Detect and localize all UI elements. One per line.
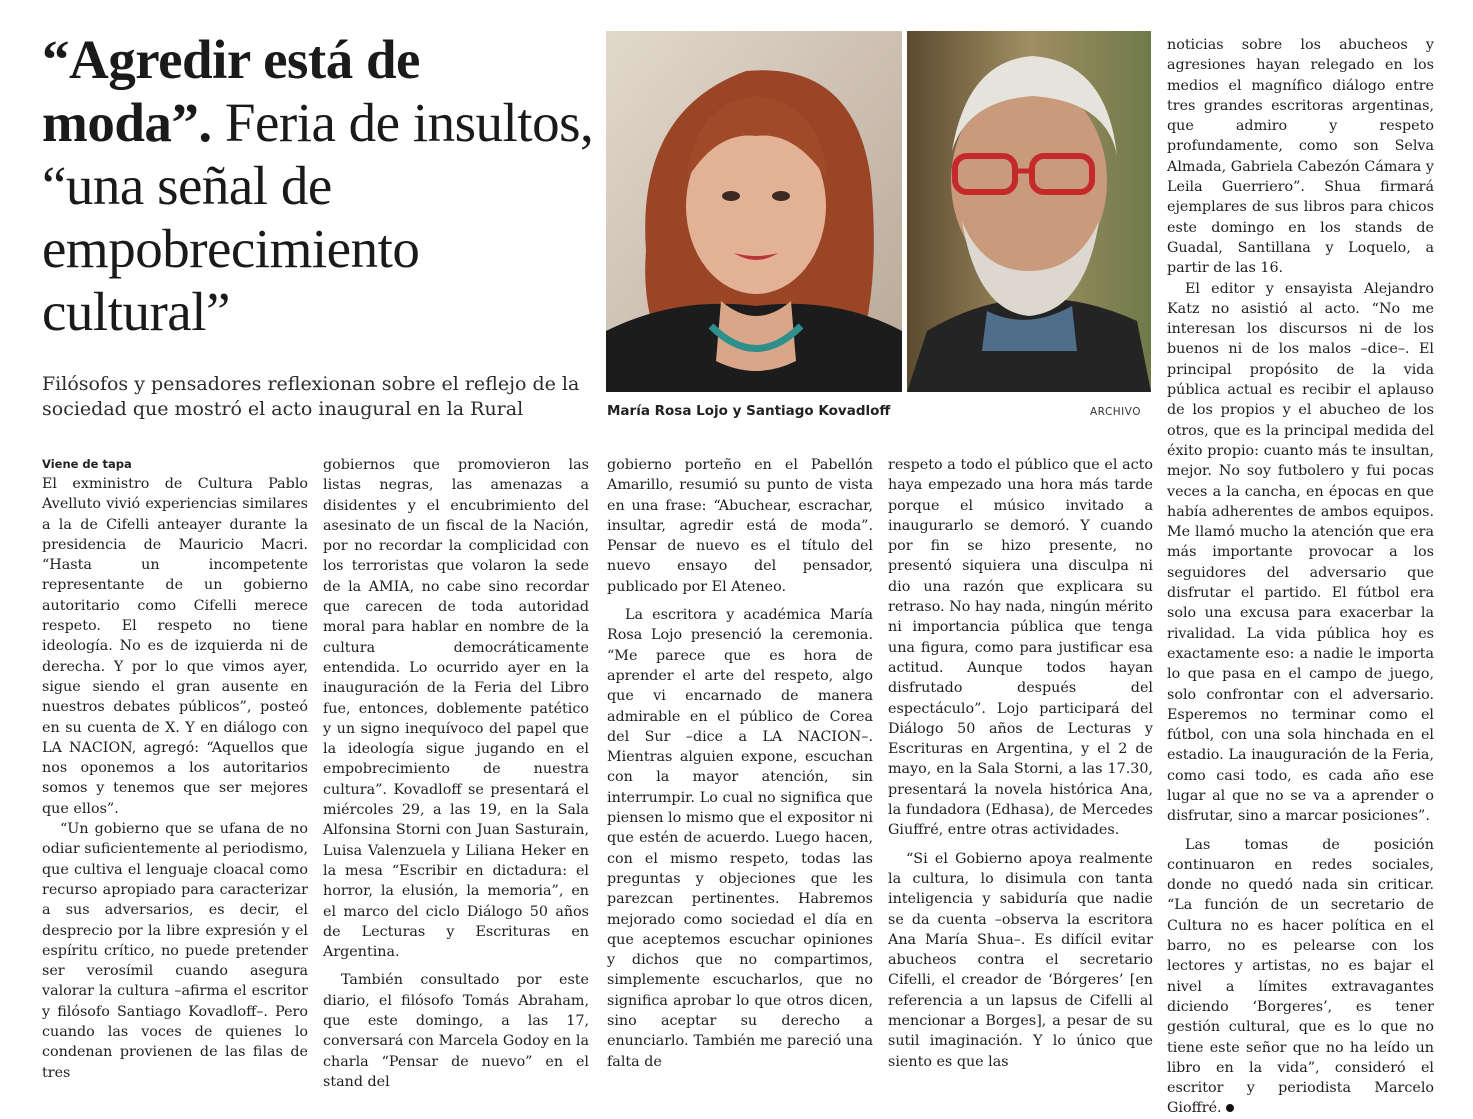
paragraph: respeto a todo el público que el acto haya empezado una hora más tarde porque el músico invitado a inaugurarlo se demoró. Y cuando por fin se hizo presente, no presentó siquiera una disculpa ni dio una razón que explicara su retraso. No hay nada, ningún mérito ni importancia pública que tenga una figura, como para justificar esa actitud. Aunque todos hayan disfrutado después del espectáculo”. Lojo participará del Diálogo 50 años de Lecturas y Escrituras en Argentina, y el 2 de mayo, en la Sala Storni, a las 17.30, presentará la novela histórica Ana, la fundadora (Edhasa), de Mercedes Giuffré, entre otras actividades. <box>888 457 1153 839</box>
paragraph: El editor y ensayista Alejandro Katz no asistió al acto. “No me interesan los discursos ni de los buenos ni de los malos –dice–. El principal propósito de la vida pública actual es recibir el aplauso de los propios y el abucheo de los otros, que es la principal medida del éxito propio: cuanto más te insultan, mejor. No soy futbolero y fui pocas veces a la cancha, en épocas en que había adherentes de ambos equipos. Me llamó mucho la atención que era más importante provocar a los seguidores del adversario que disfrutar el partido. El fútbol era solo una excusa para exacerbar la rivalidad. La vida pública hoy es exactamente eso: a nadie le importa lo que pasa en el campo de juego, solo confrontar con el adversario. Esperemos no terminar como el fútbol, con una sola hinchada en el estadio. La inauguración de la Feria, como casi todo, es cada año ese lugar al que no se va a aprender o disfrutar, sino a marcar posiciones”. <box>1167 280 1434 825</box>
end-of-article-icon <box>1226 1104 1234 1112</box>
paragraph-final <box>1167 835 1434 1119</box>
paragraph: gobiernos que promovieron las listas negras, las amenazas a disidentes y el encubrimiento del asesinato de un fiscal de la Nación, por no recordar la complicidad con los terroristas que volaron la sede de la AMIA, no cabe sino recordar que carecen de toda autoridad moral para hablar en nombre de la cultura democráticamente entendida. Lo ocurrido ayer en la inauguración de la Feria del Libro fue, entonces, doblemente patético y un signo inequívoco del papel que la ideología sigue jugando en el empobrecimiento de nuestra cultura”. Kovadloff se presentará el miércoles 29, a las 19, en la Sala Alfonsina Storni con Juan Sasturain, Luisa Valenzuela y Liliana Heker en la mesa “Escribir en dictadura: el horror, la elusión, la memoria”, en el marco del ciclo Diálogo 50 años de Lecturas y Escrituras en Argentina. <box>323 457 589 961</box>
kicker-viene-de-tapa: Viene de tapa <box>42 457 132 471</box>
paragraph: “Un gobierno que se ufana de no odiar suficientemente al periodismo, que cultiva el lenguaje cloacal como recurso apropiado para caracterizar a sus adversarios, es decir, el desprecio por la libre expresión y el espíritu crítico, no puede pretender ser verosímil cuando asegura valorar la cultura –afirma el escritor y filósofo Santiago Kovadloff–. Pero cuando las voces de quienes lo condenan provienen de las filas de tres <box>42 821 308 1081</box>
headline-rest: Feria de insultos, “una señal de empobrecimiento cultural” <box>42 92 594 342</box>
body-column-1 <box>42 474 308 1083</box>
body-column-3 <box>607 455 873 1072</box>
headline <box>42 28 602 343</box>
photo-maria-rosa-lojo <box>606 31 902 392</box>
paragraph: La escritora y académica María Rosa Lojo presenció la ceremonia. “Me parece que es hora de aprender el arte del respeto, algo que vi encarnado de manera admirable en el público de Corea del Sur –dice a LA NACION–. Mientras alguien expone, escuchan con la mayor atención, sin interrumpir. Lo cual no significa que piensen lo mismo que el expositor ni que estén de acuerdo. Luego hacen, con el mismo respeto, todas las preguntas y objeciones que les parezcan pertinentes. Habremos mejorado como sociedad el día en que aceptemos escuchar opiniones y dichos que no compartimos, simplemente escucharlos, que no significa aprobar lo que otros dicen, sino aceptar su derecho a enunciarlo. También me pareció una falta de <box>607 607 873 1070</box>
body-column-5 <box>1167 35 1434 1119</box>
paragraph: “Si el Gobierno apoya realmente la cultura, lo disimula con tanta inteligencia y sabiduría que nadie se da cuenta –observa la escritora Ana María Shua–. Es difícil evitar abucheos contra el secretario Cifelli, el creador de ‘Bórgeres’ [en referencia a un lapsus de Cifelli al mencionar a Borges], a pesar de su sutil imaginación. Y lo único que siento es que las <box>888 850 1153 1070</box>
body-column-4 <box>888 455 1153 1072</box>
deck-subtitle: Filósofos y pensadores reflexionan sobre el reflejo de la sociedad que mostró el acto inaugural en la Rural <box>42 373 580 420</box>
paragraph: El exministro de Cultura Pablo Avelluto vivió experiencias similares a la de Cifelli anteayer durante la presidencia de Mauricio Macri. “Hasta un incompetente representante de un gobierno autoritario como Cifelli merece respeto. El respeto no tiene ideología. No es de izquierda ni de derecha. Y por lo que vimos ayer, sigue siendo el gran ausente en nuestros debates públicos”, posteó en su cuenta de X. Y en diálogo con LA NACION, agregó: “Aquellos que nos oponemos a los autoritarios somos y tenemos que ser mejores que ellos”. <box>42 476 308 817</box>
body-column-2 <box>323 455 589 1092</box>
photo-santiago-kovadloff <box>907 31 1151 392</box>
photo-caption: María Rosa Lojo y Santiago Kovadloff <box>607 403 891 419</box>
paragraph-final-text: Las tomas de posición continuaron en redes sociales, donde no quedó nada sin criticar. “La función de un secretario de Cultura no es hacer política en el barro, no es pelearse con los lectores y artistas, no es bajar el nivel a límites extravagantes diciendo ‘Borgeres’, es tener gestión cultural, que es lo que no tiene este señor que no ha leído un libro en la vida”, consideró el escritor y periodista Marcelo Gioffré. <box>1167 836 1434 1117</box>
headline-quote: “Agredir está de moda”. <box>42 29 420 153</box>
portrait-woman-illustration <box>606 31 902 392</box>
paragraph: noticias sobre los abucheos y agresiones hayan relegado en los medios el magnífico diálogo entre tres grandes escritoras argentinas, que admiro y respeto profundamente, como son Selva Almada, Gabriela Cabezón Cámara y Leila Guerriero”. Shua firmará ejemplares de sus libros para chicos este domingo en los stands de Guadal, Santillana y Loquelo, a partir de las 16. <box>1167 37 1434 277</box>
photo-credit: ARCHIVO <box>1090 406 1142 418</box>
paragraph: También consultado por este diario, el filósofo Tomás Abraham, que este domingo, a las 17, conversará con Marcela Godoy en la charla “Pensar de nuevo” en el stand del <box>323 972 589 1090</box>
portrait-man-illustration <box>907 31 1151 392</box>
paragraph: gobierno porteño en el Pabellón Amarillo, resumió su punto de vista en una frase: “Abuchear, escrachar, insultar, agredir está de moda”. Pensar de nuevo es el título del nuevo ensayo del pensador, publicado por El Ateneo. <box>607 457 873 595</box>
